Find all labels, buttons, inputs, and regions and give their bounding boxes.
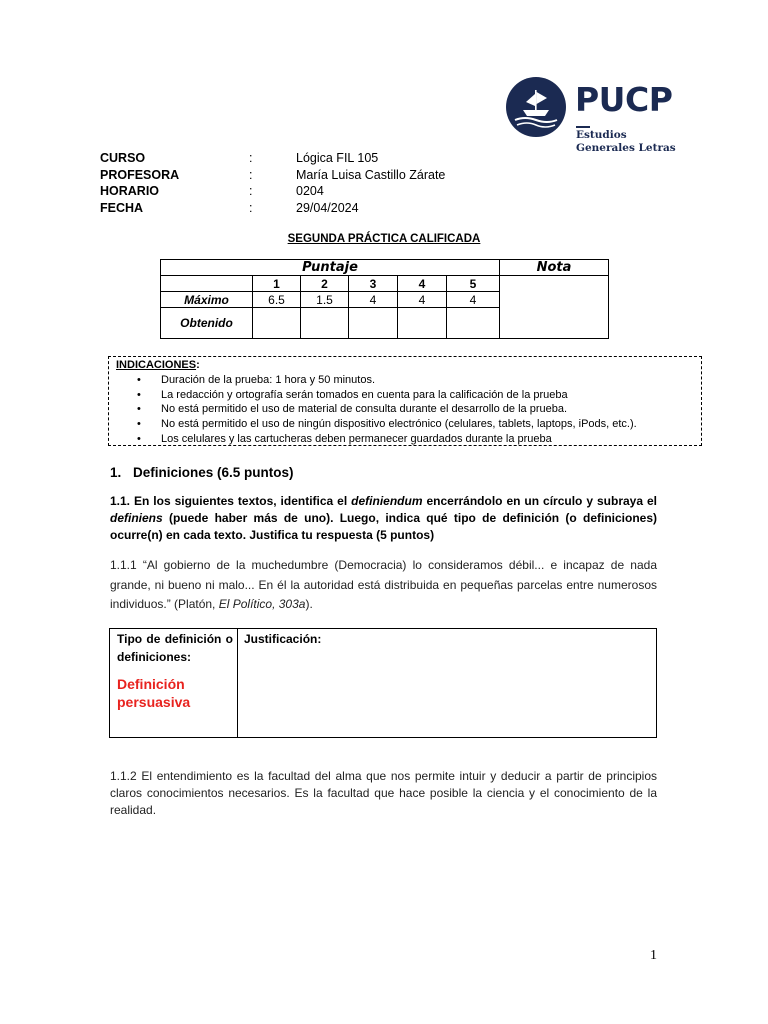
obtenido-cell [398, 308, 447, 339]
header-colon: : [249, 151, 253, 165]
instruction-text: (puede haber más de uno). Luego, indica qué tipo de definición (o definiciones) ocurre(n) en cada texto. Justifica tu respuesta (5 puntos) [110, 511, 657, 542]
puntaje-header: Puntaje [161, 260, 500, 276]
maximo-value: 4 [398, 292, 447, 308]
instruction-text: encerrándolo en un círculo y subraya el [422, 494, 657, 508]
header-colon: : [249, 200, 253, 215]
nota-header: Nota [500, 260, 609, 276]
header-label: PROFESORA [100, 167, 180, 182]
quote-text: 1.1.1 “Al gobierno de la muchedumbre (Democracia) lo consideramos débil... e incapaz de nada grande, ni bueno ni malo... En él la autoridad está distribuida en pequeñas parcelas entre numerosos individuos.” (Platón, [110, 558, 657, 611]
logo-subtitle-line-2: Generales Letras [576, 142, 676, 154]
indications-box [108, 356, 702, 446]
obtenido-cell [349, 308, 398, 339]
table-corner-cell [161, 276, 253, 292]
obtenido-cell [253, 308, 301, 339]
answer-type-label: Tipo de definición o definiciones: [117, 632, 233, 664]
instruction-term: definiens [110, 511, 163, 525]
justification-label: Justificación: [244, 632, 322, 646]
maximo-value: 4 [447, 292, 500, 308]
maximo-value: 1.5 [301, 292, 349, 308]
column-header: 5 [447, 276, 500, 292]
header-value: 0204 [296, 184, 324, 198]
header-value: María Luisa Castillo Zárate [296, 167, 446, 182]
logo-subtitle [576, 129, 676, 155]
list-item: • Duración de la prueba: 1 hora y 50 minutos. [109, 373, 637, 388]
column-header: 2 [301, 276, 349, 292]
exam-title: SEGUNDA PRÁCTICA CALIFICADA [287, 233, 481, 245]
logo-wordmark: PUCP [575, 80, 673, 119]
instruction-paragraph [110, 493, 657, 544]
header-label: HORARIO [100, 184, 160, 198]
answer-box [109, 628, 657, 738]
quote-text: ). [305, 597, 313, 611]
indications-title-text: INDICACIONES [116, 359, 197, 371]
indications-title-colon: : [196, 359, 200, 371]
column-header: 3 [349, 276, 398, 292]
header-value: Lógica FIL 105 [296, 151, 379, 165]
header-label: CURSO [100, 151, 146, 165]
answer-type-cell [110, 629, 238, 737]
list-item: • No está permitido el uso de ningún dispositivo electrónico (celulares, tablets, laptops, iPods, etc.). [109, 417, 637, 432]
indications-list [109, 373, 637, 446]
maximo-value: 4 [349, 292, 398, 308]
logo-rule [576, 126, 590, 128]
quote-source: El Político, 303a [218, 597, 306, 611]
obtenido-label: Obtenido [161, 308, 253, 339]
list-item: • No está permitido el uso de material de consulta durante el desarrollo de la prueba. [109, 402, 637, 417]
instruction-term: definiendum [351, 494, 423, 508]
pucp-ship-seal-icon [505, 76, 567, 138]
score-table [160, 259, 609, 339]
header-value: 29/04/2024 [296, 200, 359, 215]
page-number: 1 [650, 948, 657, 963]
header-colon: : [249, 184, 253, 198]
section-title: Definiciones (6.5 puntos) [133, 465, 294, 480]
list-item: • Los celulares y las cartucheras deben permanecer guardados durante la prueba [109, 432, 637, 447]
column-header: 4 [398, 276, 447, 292]
pucp-logo [505, 76, 685, 154]
nota-cell [500, 276, 609, 339]
header-label: FECHA [100, 200, 144, 215]
list-item: • La redacción y ortografía serán tomados en cuenta para la calificación de la prueba [109, 388, 637, 403]
obtenido-cell [301, 308, 349, 339]
obtenido-cell [447, 308, 500, 339]
header-colon: : [249, 167, 253, 182]
maximo-value: 6.5 [253, 292, 301, 308]
section-number: 1. [110, 465, 122, 480]
column-header: 1 [253, 276, 301, 292]
text-1-1-2: 1.1.2 El entendimiento es la facultad del alma que nos permite intuir y deducir a partir de principios claros conocimientos necesarios. Es la facultad que hace posible la ciencia y el conocimiento de la realidad. [110, 769, 657, 817]
instruction-text: 1.1. En los siguientes textos, identifica el [110, 494, 352, 508]
maximo-label: Máximo [161, 292, 253, 308]
text-1-1-1 [110, 556, 657, 615]
logo-subtitle-line-1: Estudios [576, 129, 627, 141]
answer-type-value: Definición persuasiva [117, 676, 191, 710]
indications-title [116, 359, 200, 371]
